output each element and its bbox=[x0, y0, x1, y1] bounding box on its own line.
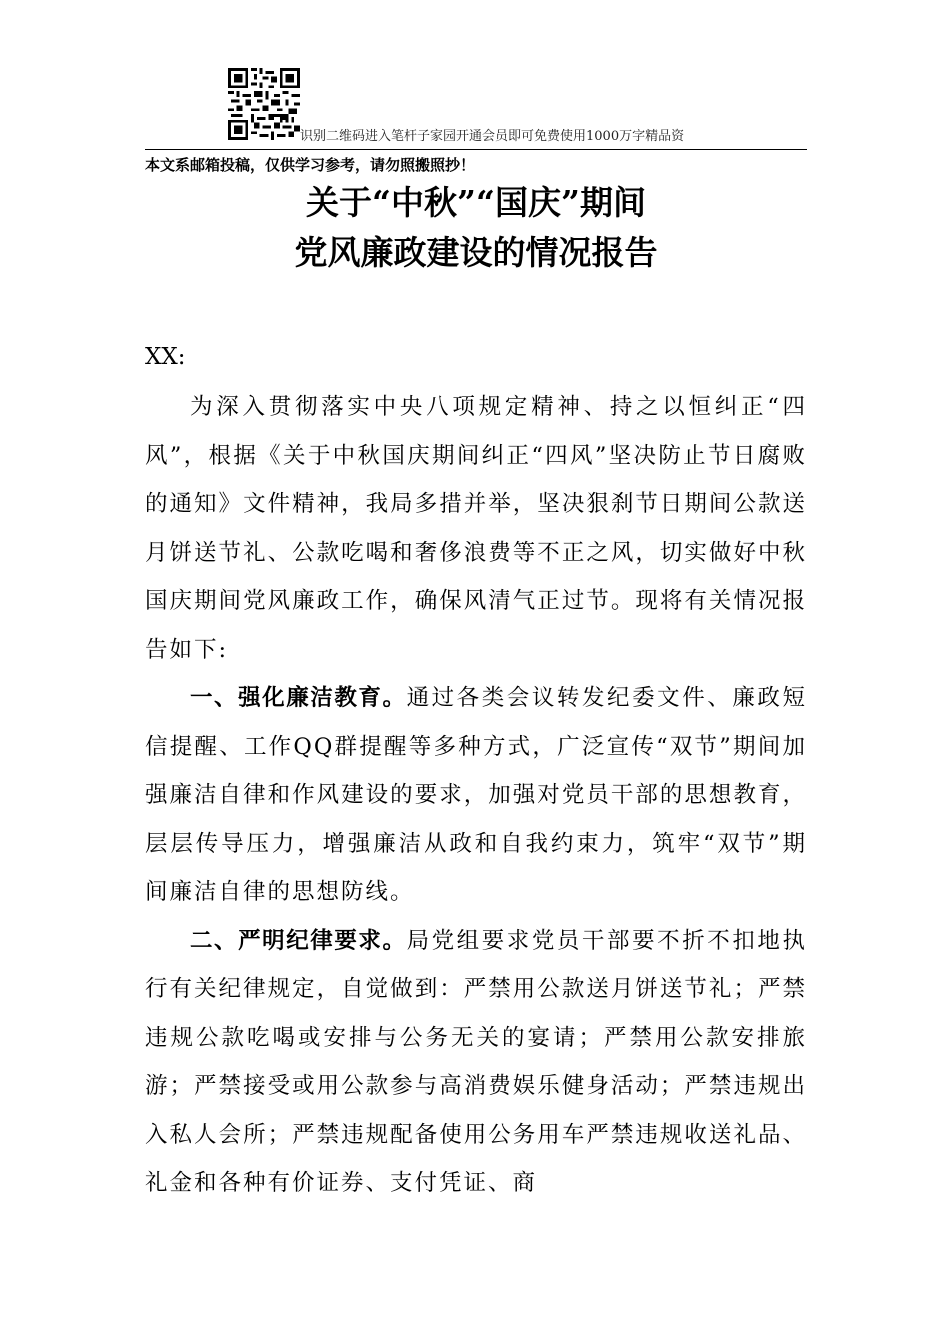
paragraph-section-2 bbox=[145, 917, 807, 1208]
section-heading: 一、强化廉洁教育。 bbox=[190, 685, 407, 711]
paragraph-text: 为深入贯彻落实中央八项规定精神、持之以恒纠正“四风”，根据《关于中秋国庆期间纠正“四风”坚决防止节日腐败的通知》文件精神，我局多措并举，坚决狠刹节日期间公款送月饼送节礼、公款吃喝和奢侈浪费等不正之风，切实做好中秋国庆期间党风廉政工作，确保风清气正过节。现将有关情况报告如下: bbox=[145, 394, 807, 663]
qr-caption: 识别二维码进入笔杆子家园开通会员即可免费使用1000万字精品资 bbox=[300, 129, 685, 144]
page-title-line-1: 关于“中秋”“国庆”期间 bbox=[306, 183, 646, 222]
section-heading: 二、严明纪律要求。 bbox=[190, 927, 407, 954]
document-body bbox=[145, 383, 807, 1208]
page-title-line-2: 党风廉政建设的情况报告 bbox=[294, 233, 658, 272]
copyright-notice: 本文系邮箱投稿，仅供学习参考，请勿照搬照抄！ bbox=[145, 156, 476, 174]
paragraph-text: 局党组要求党员干部要不折不扣地执行有关纪律规定，自觉做到：严禁用公款送月饼送节礼；严禁违规公款吃喝或安排与公务无关的宴请；严禁用公款安排旅游；严禁接受或用公款参与高消费娱乐健身活动；严禁违规出入私人会所；严禁违规配备使用公务用车严禁违规收送礼品、礼金和各种有价证券、支付凭证、商 bbox=[145, 927, 807, 1196]
paragraph-section-1 bbox=[145, 674, 807, 917]
header-rule bbox=[145, 149, 807, 150]
qr-code-icon bbox=[228, 68, 300, 140]
salutation: XX: bbox=[145, 344, 186, 370]
paragraph-intro bbox=[145, 383, 807, 674]
paragraph-text: 通过各类会议转发纪委文件、廉政短信提醒、工作QQ群提醒等多种方式，广泛宣传“双节”期间加强廉洁自律和作风建设的要求，加强对党员干部的思想教育，层层传导压力，增强廉洁从政和自我约束力，筑牢“双节”期间廉洁自律的思想防线。 bbox=[145, 685, 807, 905]
